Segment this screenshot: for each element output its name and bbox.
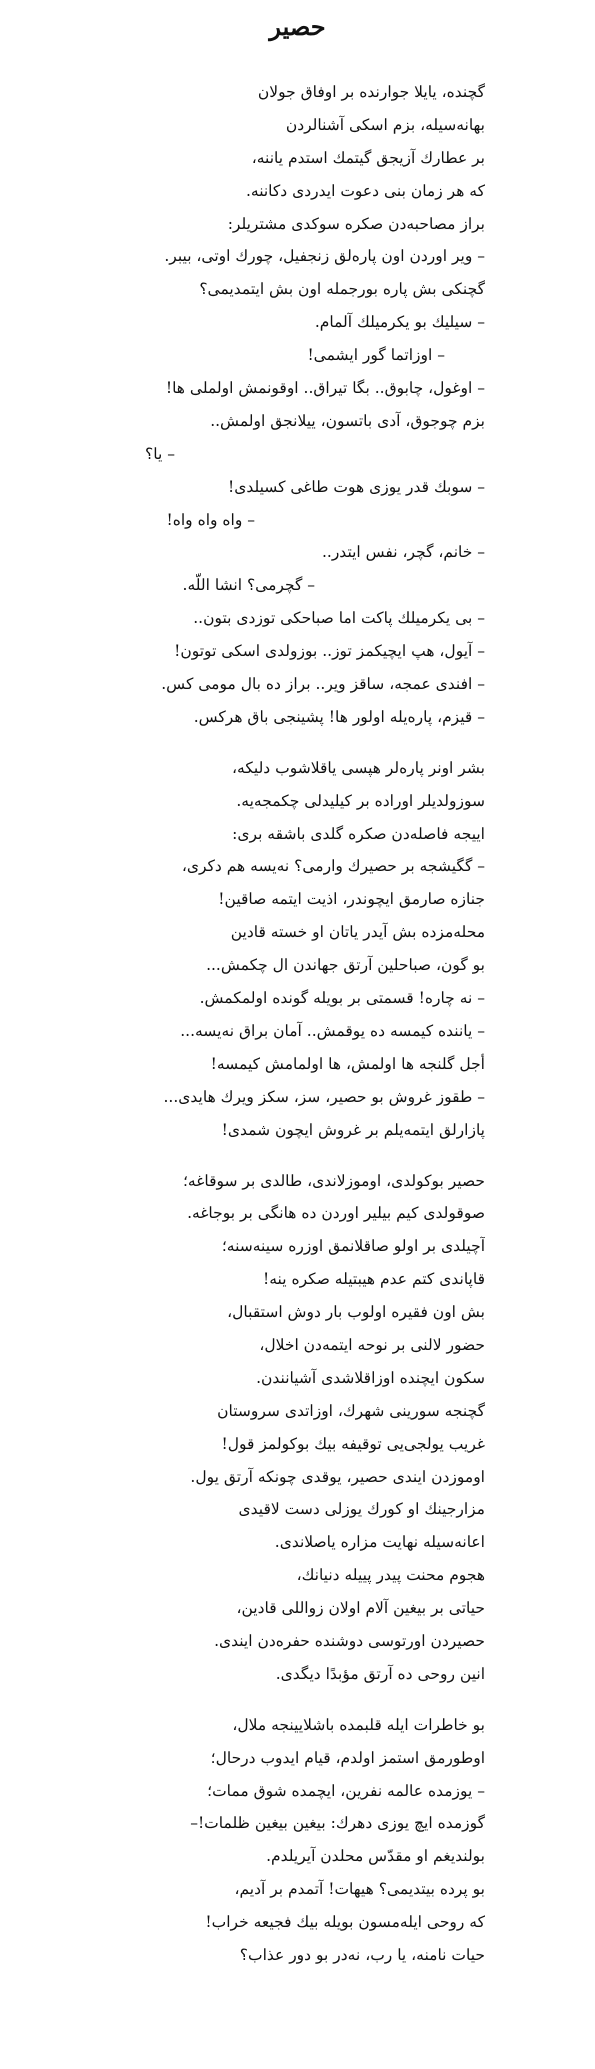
stanza-1 xyxy=(65,76,485,734)
verse-line: بر عطارك آزیجق گیتمك استدم یاننه، xyxy=(251,148,485,167)
stanza-3 xyxy=(65,1165,485,1691)
verse-line: جنازه صارمق ایچوندر، اذیت ایتمه صاقین! xyxy=(218,890,485,909)
verse-line: که هر زمان بنی دعوت ایدردی دکاننه. xyxy=(245,181,485,200)
verse-line: بو گون، صباحلین آرتق جهاندن ال چکمش... xyxy=(206,956,485,975)
verse-line: – یا؟ xyxy=(145,444,175,463)
verse-line: گچنده، یایلا جوارنده بر اوفاق جولان xyxy=(257,83,485,101)
verse-line: محله‌مزده بش آیدر یاتان او خسته قادین xyxy=(230,923,485,942)
verse-line: – سوبك قدر یوزی هوت طاغی کسیلدی! xyxy=(227,477,485,496)
verse-line: صوقولدی کیم بیلیر اوردن ده هانگی بر بوجاغه. xyxy=(187,1204,485,1223)
verse-line: اییجه فاصله‌دن صکره گلدی باشقه بری: xyxy=(232,824,485,843)
verse-line: براز مصاحبه‌دن صکره سوکدی مشتریلر: xyxy=(227,214,485,233)
verse-line: بشر اونر پاره‌لر هپسی یاقلاشوب دلیکه، xyxy=(232,758,485,777)
verse-line: – سیلیك بو یکرمیلك آلمام. xyxy=(314,313,485,332)
verse-line: حیات نامنه، یا رب، نه‌در بو دور عذاب؟ xyxy=(239,1945,485,1964)
verse-line: – گچرمی؟ انشا اللّه. xyxy=(182,576,315,595)
stanza-4 xyxy=(65,1709,485,1972)
verse-line: سکون ایچنده اوزاقلاشدی آشیانندن. xyxy=(256,1368,485,1387)
verse-line: بو خاطرات ایله قلبمده باشلایینجه ملال، xyxy=(232,1715,485,1734)
verse-line: غریب یولجی‌یی توقیفه بیك بوکولمز قول! xyxy=(221,1434,485,1453)
verse-line: حصیردن اورتوسی دوشنده حفره‌دن ایندی. xyxy=(214,1631,485,1650)
verse-line: – یوزمده عالمه نفرین، ایچمده شوق ممات؛ xyxy=(207,1781,485,1800)
verse-line: – بی یکرمیلك پاکت اما صباحکی توزدی بتون.. xyxy=(193,609,485,628)
verse-line: گوزمده ایچ یوزی دهرك: بیغین بیغین ظلمات!– xyxy=(190,1814,485,1833)
verse-line: بهانه‌سیله، بزم اسکی آشنالردن xyxy=(285,115,485,134)
verse-line: پازارلق ایتمه‌یلم بر غروش ایچون شمدی! xyxy=(221,1120,485,1139)
verse-line: بزم چوجوق، آدی باتسون، ییلانجق اولمش.. xyxy=(210,411,485,430)
poem-body xyxy=(65,76,485,1972)
stanza-gap xyxy=(65,1147,485,1165)
verse-line: بو پرده بیتدیمی؟ هیهات! آتمدم بر آدیم، xyxy=(234,1880,485,1899)
stanza-2 xyxy=(65,752,485,1147)
stanza-gap xyxy=(65,1691,485,1709)
verse-line: – افندی عمجه، ساقز ویر.. براز ده بال مومی کس. xyxy=(161,675,485,694)
verse-line: – طقوز غروش بو حصیر، سز، سکز ویرك هایدی... xyxy=(163,1087,485,1106)
stanza-gap xyxy=(65,734,485,752)
verse-line: أجل گلنجه ها اولمش، ها اولمامش کیمسه! xyxy=(210,1054,485,1073)
verse-line: قاپاندی کتم عدم هیبتیله صکره ینه! xyxy=(263,1270,485,1289)
verse-line: – آیول، هپ ایچیکمز توز.. بوزولدی اسکی توتون! xyxy=(174,642,485,661)
verse-line: سوزولدیلر اوراده بر کیلیدلی چکمجه‌یه. xyxy=(236,791,485,810)
verse-line: انین روحی ده آرتق مؤبدًا دیگدی. xyxy=(275,1664,485,1683)
poem-title: حصیر xyxy=(269,12,326,41)
verse-line: حصیر بوکولدی، اوموزلاندی، طالدی بر سوقاغه؛ xyxy=(183,1171,485,1190)
verse-line: اوطورمق استمز اولدم، قیام ایدوب درحال؛ xyxy=(210,1748,485,1767)
verse-line: حیاتی بر بیغین آلام اولان زواللی قادین، xyxy=(236,1599,485,1618)
verse-line: آچیلدی بر اولو صاقلانمق اوزره سینه‌سنه؛ xyxy=(221,1237,485,1256)
verse-line: بولندیغم او مقدّس محلدن آیریلدم. xyxy=(266,1847,485,1866)
verse-line: – واه واه واه! xyxy=(166,510,255,529)
verse-line: اعانه‌سیله نهایت مزاره یاصلاندی. xyxy=(274,1533,485,1552)
verse-line: – نه چاره! قسمتی بر بویله گونده اولمکمش. xyxy=(199,989,485,1008)
verse-line: – اوزاتما گور ایشمی! xyxy=(307,346,445,365)
verse-line: گچنکی بش پاره بورجمله اون بش ایتمدیمی؟ xyxy=(199,280,485,299)
verse-line: گچنجه سورینی شهرك، اوزاتدی سروستان xyxy=(217,1401,485,1420)
verse-line: که روحی ایله‌مسون بویله بیك فجیعه خراب! xyxy=(205,1913,485,1932)
verse-line: – خانم، گچر، نفس ایتدر.. xyxy=(321,543,485,562)
verse-line: – اوغول، چابوق.. بگا تیراق.. اوقونمش اولملی ها! xyxy=(165,379,485,398)
verse-line: – یاننده کیمسه ده یوقمش.. آمان براق نه‌یسه... xyxy=(180,1021,485,1040)
verse-line: – ویر اوردن اون پاره‌لق زنجفیل، چورك اوتی، بیبر. xyxy=(164,247,485,266)
verse-line: اوموزدن ایندی حصیر، یوقدی چونکه آرتق یول. xyxy=(190,1467,485,1486)
verse-line: – قیزم، پاره‌یله اولور ها! پشینجی باق هرکس. xyxy=(193,707,485,726)
verse-line: بش اون فقیره اولوب بار دوش استقبال، xyxy=(227,1303,485,1322)
verse-line: هجوم محنت پیدر پییله دنیانك، xyxy=(296,1566,485,1585)
verse-line: حضور لالنی بر نوحه ایتمه‌دن اخلال، xyxy=(259,1335,485,1354)
verse-line: – گگیشجه بر حصیرك وارمی؟ نه‌یسه هم دکری، xyxy=(181,857,485,876)
verse-line: مزارجینك او کورك یوزلی دست لاقیدی xyxy=(238,1500,485,1519)
